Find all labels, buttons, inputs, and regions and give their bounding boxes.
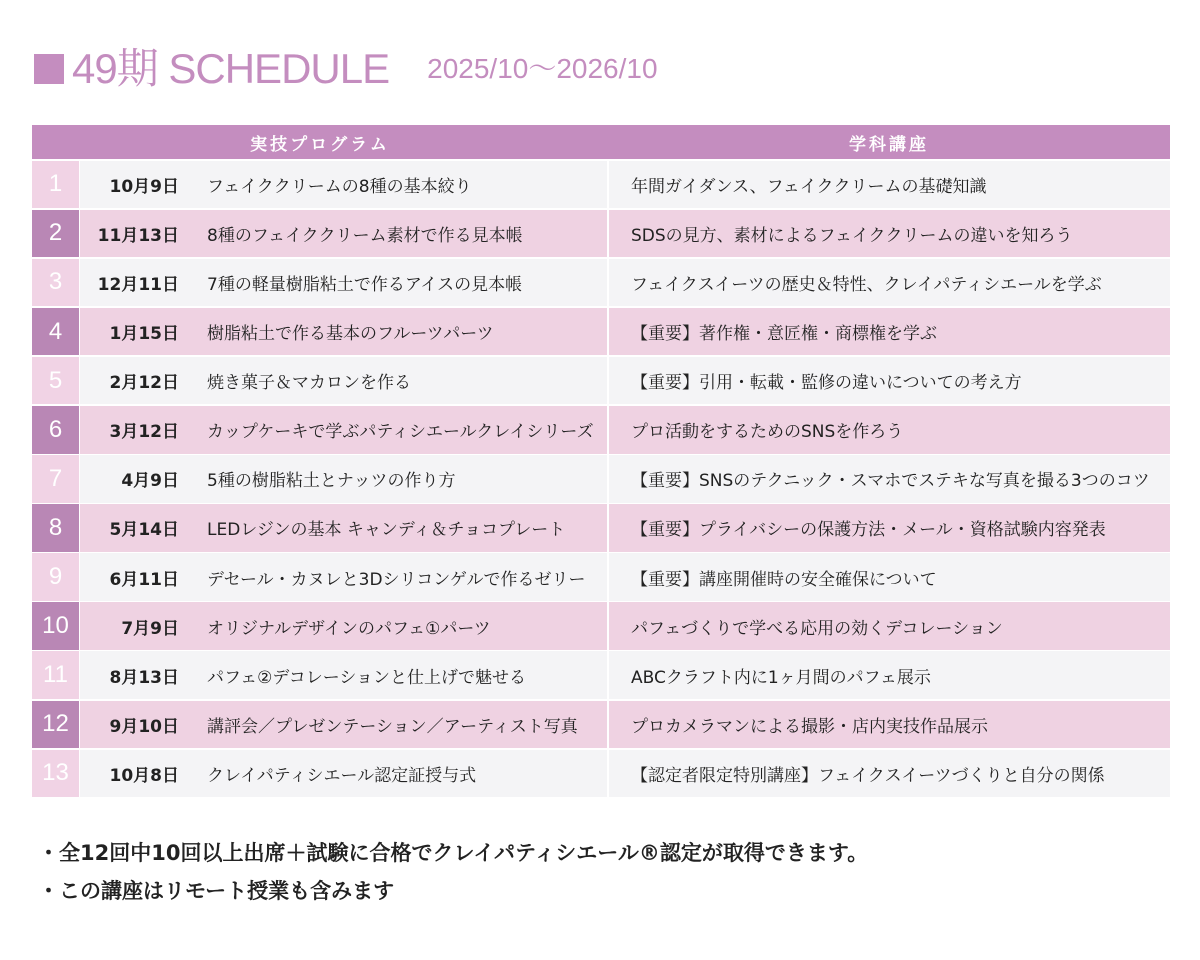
row-date-text: 6月11日	[109, 569, 179, 590]
row-number: 2	[32, 210, 79, 258]
row-date	[80, 602, 207, 650]
row-date-text: 8月13日	[109, 667, 179, 688]
table-body	[32, 161, 1170, 798]
row-date	[80, 701, 207, 749]
table-row	[32, 701, 1170, 749]
row-practical	[207, 701, 607, 749]
row-lecture	[609, 553, 1170, 601]
table-row	[32, 602, 1170, 650]
row-number: 7	[32, 455, 79, 503]
table-row	[32, 651, 1170, 699]
header-lecture: 学科講座	[849, 134, 929, 155]
header-practical: 実技プログラム	[250, 134, 390, 155]
row-lecture	[609, 210, 1170, 258]
row-practical-text: 5種の樹脂粘土とナッツの作り方	[207, 471, 456, 492]
row-date-text: 10月8日	[109, 765, 179, 786]
row-number: 1	[32, 161, 79, 209]
row-number: 12	[32, 701, 79, 749]
row-lecture-text: 【重要】SNSのテクニック・スマホでステキな写真を撮る3つのコツ	[631, 471, 1150, 492]
row-lecture	[609, 308, 1170, 356]
table-row	[32, 504, 1170, 552]
row-number: 13	[32, 750, 79, 798]
row-practical	[207, 259, 607, 307]
table-row	[32, 750, 1170, 798]
title-square-icon	[34, 54, 64, 84]
row-date-text: 9月10日	[109, 716, 179, 737]
table-row	[32, 308, 1170, 356]
row-lecture-text: 【認定者限定特別講座】フェイクスイーツづくりと自分の関係	[631, 765, 1105, 786]
row-practical	[207, 308, 607, 356]
row-date	[80, 553, 207, 601]
row-practical-text: LEDレジンの基本 キャンディ＆チョコプレート	[207, 520, 566, 541]
row-date	[80, 308, 207, 356]
row-lecture	[609, 651, 1170, 699]
row-practical-text: 樹脂粘土で作る基本のフルーツパーツ	[207, 324, 494, 345]
row-date	[80, 750, 207, 798]
schedule-title	[34, 44, 658, 94]
row-practical	[207, 602, 607, 650]
table-row	[32, 357, 1170, 405]
table-row	[32, 406, 1170, 454]
row-lecture	[609, 455, 1170, 503]
row-number: 5	[32, 357, 79, 405]
row-lecture-text: 年間ガイダンス、フェイククリームの基礎知識	[631, 176, 987, 197]
row-lecture-text: 【重要】引用・転載・監修の違いについての考え方	[631, 373, 1022, 394]
row-practical	[207, 750, 607, 798]
row-date-text: 3月12日	[109, 422, 179, 443]
row-date-text: 12月11日	[97, 274, 179, 295]
row-number: 4	[32, 308, 79, 356]
row-lecture-text: 【重要】講座開催時の安全確保について	[631, 569, 937, 590]
row-number: 3	[32, 259, 79, 307]
row-practical	[207, 357, 607, 405]
row-lecture-text: 【重要】著作権・意匠権・商標権を学ぶ	[631, 324, 937, 345]
schedule-table	[32, 125, 1170, 797]
row-practical	[207, 406, 607, 454]
row-date-text: 10月9日	[109, 176, 179, 197]
row-practical-text: パフェ②デコレーションと仕上げで魅せる	[207, 667, 527, 688]
row-lecture-text: ABCクラフト内に1ヶ月間のパフェ展示	[631, 667, 931, 688]
row-date	[80, 455, 207, 503]
row-date	[80, 357, 207, 405]
notes	[38, 834, 868, 910]
row-practical-text: デセール・カヌレと3Dシリコンゲルで作るゼリー	[207, 569, 586, 590]
row-practical-text: カップケーキで学ぶパティシエールクレイシリーズ	[207, 422, 594, 443]
row-practical	[207, 161, 607, 209]
table-row	[32, 455, 1170, 503]
row-date-text: 7月9日	[121, 618, 179, 639]
row-practical-text: 講評会／プレゼンテーション／アーティスト写真	[207, 716, 578, 737]
row-date-text: 5月14日	[109, 520, 179, 541]
row-practical	[207, 553, 607, 601]
row-date	[80, 651, 207, 699]
row-lecture	[609, 701, 1170, 749]
row-practical	[207, 651, 607, 699]
title-main: 49期 SCHEDULE	[72, 45, 390, 92]
table-row	[32, 259, 1170, 307]
row-number: 6	[32, 406, 79, 454]
row-lecture-text: パフェづくりで学べる応用の効くデコレーション	[631, 618, 1003, 639]
row-lecture	[609, 357, 1170, 405]
row-number: 8	[32, 504, 79, 552]
table-row	[32, 210, 1170, 258]
row-practical-text: 焼き菓子＆マカロンを作る	[207, 373, 411, 394]
row-number: 10	[32, 602, 79, 650]
row-practical	[207, 455, 607, 503]
row-number: 11	[32, 651, 79, 699]
row-lecture-text: プロ活動をするためのSNSを作ろう	[631, 422, 904, 443]
row-date	[80, 161, 207, 209]
row-practical-text: クレイパティシエール認定証授与式	[207, 765, 477, 786]
title-period: 2025/10～2026/10	[427, 53, 658, 84]
row-date	[80, 210, 207, 258]
row-date	[80, 259, 207, 307]
row-lecture	[609, 602, 1170, 650]
row-date-text: 4月9日	[121, 471, 179, 492]
note-item: ・この講座はリモート授業も含みます	[38, 879, 395, 903]
row-date-text: 2月12日	[109, 373, 179, 394]
row-date-text: 1月15日	[109, 324, 179, 345]
table-row	[32, 161, 1170, 209]
note-item: ・全12回中10回以上出席＋試験に合格でクレイパティシエール®認定が取得できます。	[38, 841, 869, 865]
row-lecture	[609, 161, 1170, 209]
row-lecture-text: 【重要】プライバシーの保護方法・メール・資格試験内容発表	[631, 520, 1106, 541]
table-header	[32, 125, 1170, 159]
row-practical-text: 7種の軽量樹脂粘土で作るアイスの見本帳	[207, 274, 523, 295]
row-lecture	[609, 504, 1170, 552]
row-number: 9	[32, 553, 79, 601]
row-lecture-text: フェイクスイーツの歴史＆特性、クレイパティシエールを学ぶ	[631, 274, 1102, 295]
row-lecture	[609, 259, 1170, 307]
row-lecture-text: SDSの見方、素材によるフェイククリームの違いを知ろう	[631, 225, 1073, 246]
row-practical-text: 8種のフェイククリーム素材で作る見本帳	[207, 225, 523, 246]
row-practical	[207, 504, 607, 552]
table-row	[32, 553, 1170, 601]
row-practical-text: オリジナルデザインのパフェ①パーツ	[207, 618, 491, 639]
row-practical	[207, 210, 607, 258]
row-practical-text: フェイククリームの8種の基本絞り	[207, 176, 472, 197]
row-lecture	[609, 406, 1170, 454]
row-date-text: 11月13日	[97, 225, 179, 246]
row-date	[80, 504, 207, 552]
row-lecture-text: プロカメラマンによる撮影・店内実技作品展示	[631, 716, 988, 737]
row-date	[80, 406, 207, 454]
row-lecture	[609, 750, 1170, 798]
